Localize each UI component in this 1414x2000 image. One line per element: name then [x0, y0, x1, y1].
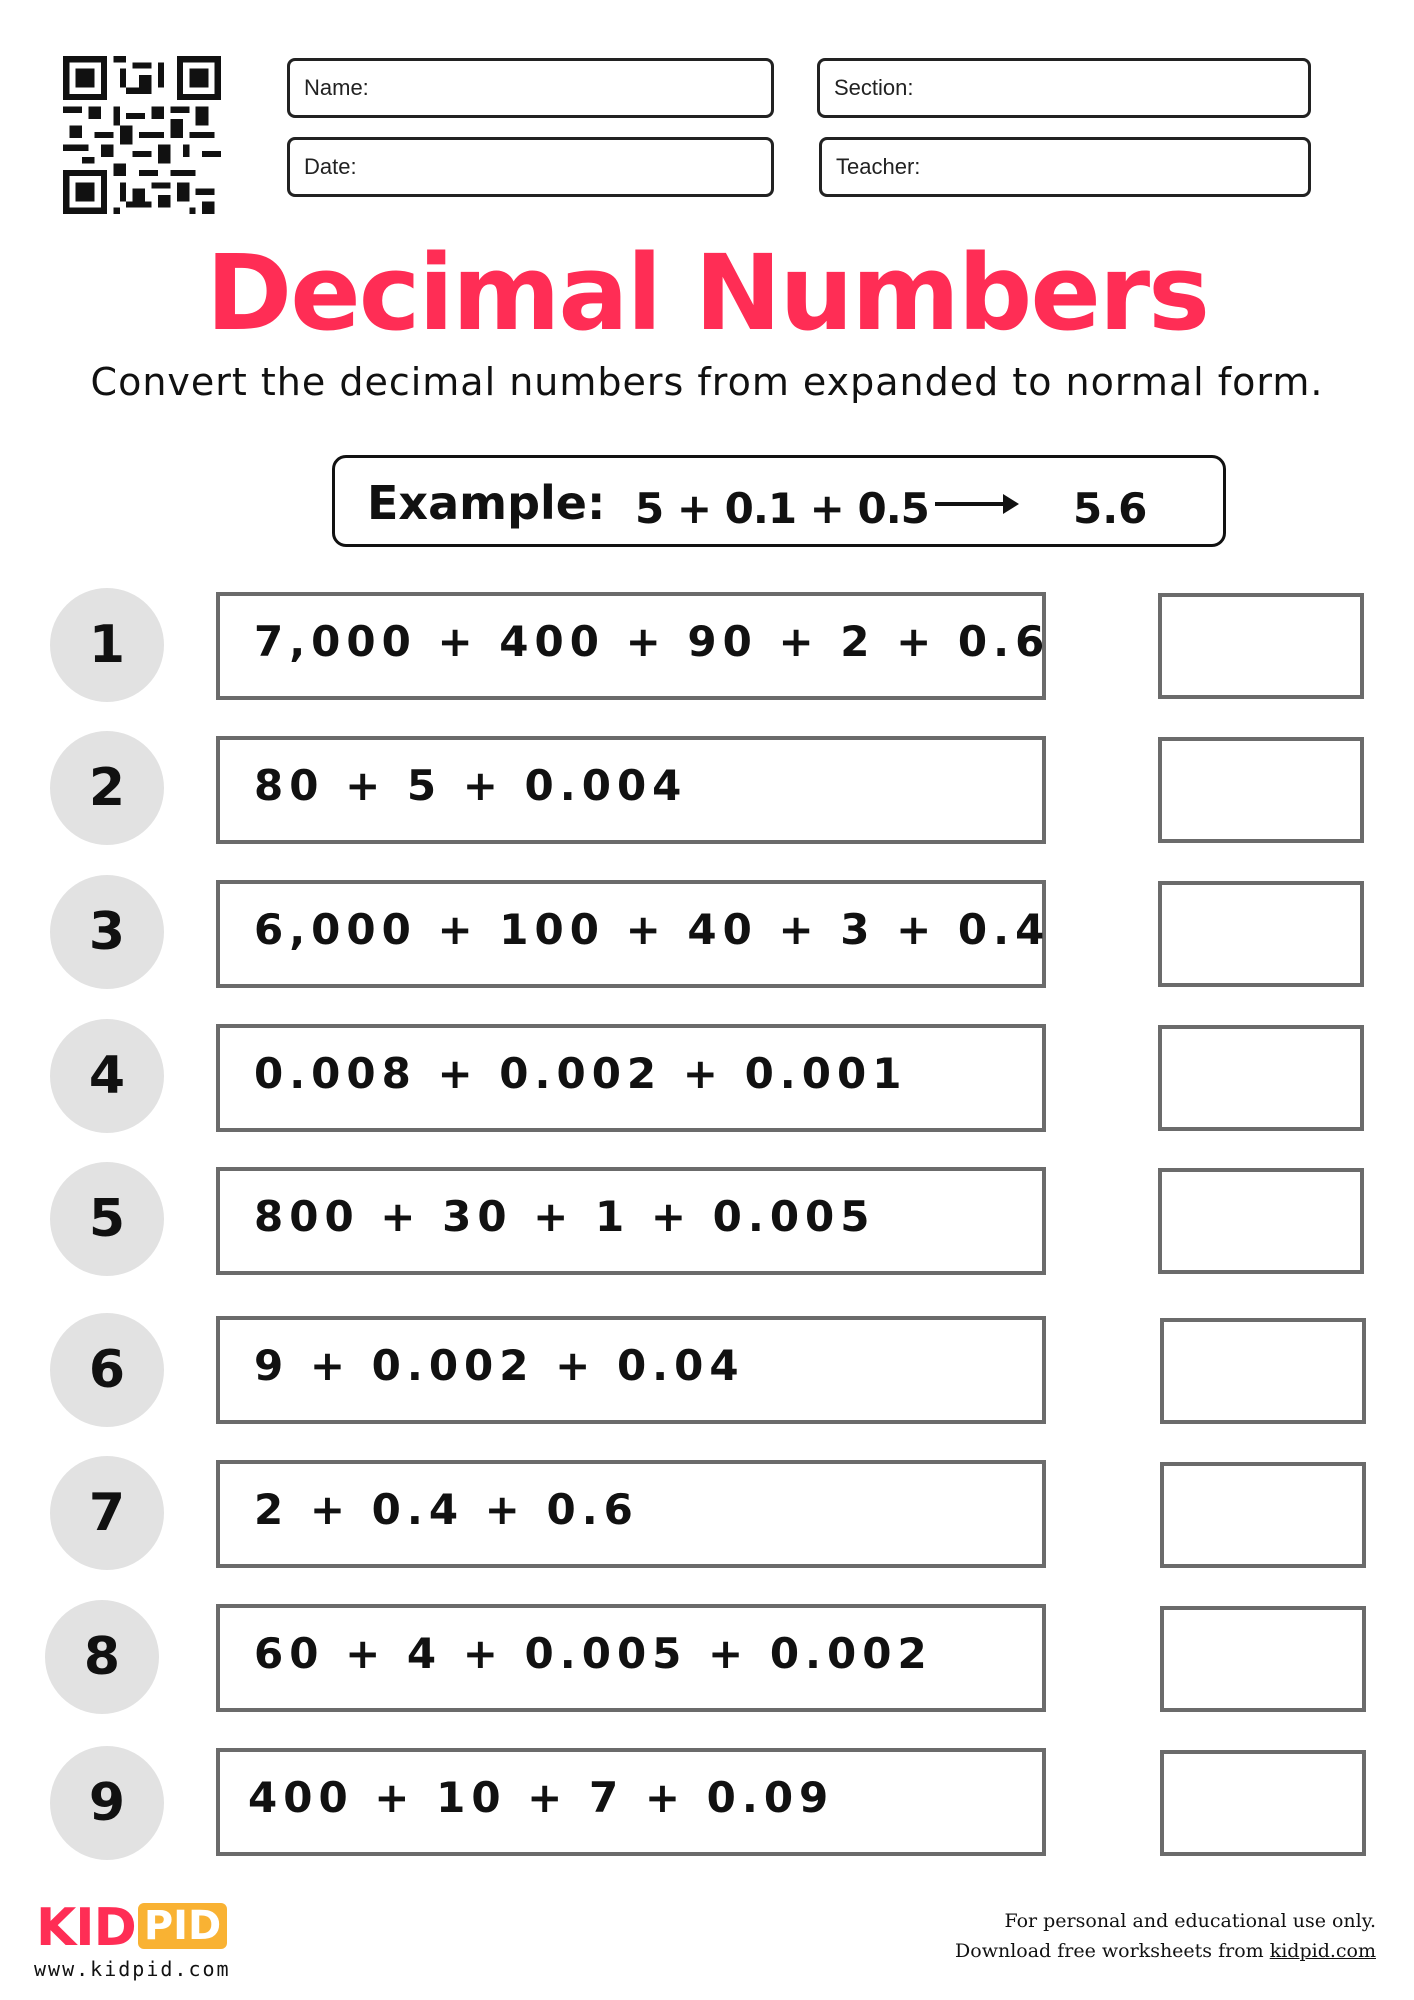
footer-line-2 — [955, 1936, 1376, 1966]
logo-url: www.kidpid.com — [34, 1957, 231, 1981]
problem-box — [216, 1316, 1046, 1424]
problem-box — [216, 1024, 1046, 1132]
problem-expression: 800 + 30 + 1 + 0.005 — [254, 1192, 876, 1241]
problem-number: 5 — [50, 1162, 164, 1276]
teacher-field[interactable] — [819, 137, 1311, 197]
problem-number: 1 — [50, 588, 164, 702]
answer-box[interactable] — [1160, 1462, 1366, 1568]
problem-expression: 2 + 0.4 + 0.6 — [254, 1485, 639, 1534]
problem-expression: 400 + 10 + 7 + 0.09 — [248, 1773, 835, 1822]
example-expression: 5 + 0.1 + 0.5 — [635, 484, 929, 533]
problem-number: 8 — [45, 1600, 159, 1714]
answer-box[interactable] — [1160, 1318, 1366, 1424]
answer-box[interactable] — [1158, 1168, 1364, 1274]
problem-expression: 7,000 + 400 + 90 + 2 + 0.6 — [254, 617, 1051, 666]
problem-box — [216, 1748, 1046, 1856]
answer-box[interactable] — [1160, 1606, 1366, 1712]
problem-number: 6 — [50, 1313, 164, 1427]
problem-expression: 80 + 5 + 0.004 — [254, 761, 688, 810]
answer-box[interactable] — [1158, 593, 1364, 699]
answer-box[interactable] — [1158, 737, 1364, 843]
logo-kid-text: KID — [36, 1898, 136, 1958]
section-label: Section: — [834, 75, 914, 100]
problem-number: 2 — [50, 731, 164, 845]
qr-code-icon — [63, 56, 221, 214]
footer-link[interactable]: kidpid.com — [1269, 1940, 1376, 1962]
problem-expression: 6,000 + 100 + 40 + 3 + 0.4 — [254, 905, 1051, 954]
example-label: Example: — [367, 476, 606, 530]
logo-pid-badge: PID — [138, 1903, 227, 1949]
footer-note — [955, 1906, 1376, 1966]
name-label: Name: — [304, 75, 369, 100]
instruction-text: Convert the decimal numbers from expanded to normal form. — [90, 360, 1324, 404]
arrow-right-icon — [935, 502, 1015, 506]
answer-box[interactable] — [1160, 1750, 1366, 1856]
problem-expression: 60 + 4 + 0.005 + 0.002 — [254, 1629, 933, 1678]
problem-box — [216, 592, 1051, 700]
problem-number: 9 — [50, 1746, 164, 1860]
name-field[interactable] — [287, 58, 774, 118]
problem-number: 3 — [50, 875, 164, 989]
problem-expression: 9 + 0.002 + 0.04 — [254, 1341, 745, 1390]
problem-box — [216, 736, 1046, 844]
answer-box[interactable] — [1158, 1025, 1364, 1131]
kidpid-logo — [36, 1898, 227, 1958]
footer-line-2-text: Download free worksheets from — [955, 1940, 1270, 1962]
problem-number: 4 — [50, 1019, 164, 1133]
page-title: Decimal Numbers — [205, 232, 1209, 354]
footer-line-1: For personal and educational use only. — [1004, 1910, 1376, 1932]
date-field[interactable] — [287, 137, 774, 197]
teacher-label: Teacher: — [836, 154, 921, 179]
example-box — [332, 455, 1226, 547]
example-answer: 5.6 — [1073, 484, 1148, 533]
date-label: Date: — [304, 154, 357, 179]
section-field[interactable] — [817, 58, 1311, 118]
problem-box — [216, 1167, 1046, 1275]
answer-box[interactable] — [1158, 881, 1364, 987]
problem-expression: 0.008 + 0.002 + 0.001 — [254, 1049, 908, 1098]
problem-box — [216, 1604, 1046, 1712]
problem-number: 7 — [50, 1456, 164, 1570]
problem-box — [216, 1460, 1046, 1568]
problem-box — [216, 880, 1051, 988]
